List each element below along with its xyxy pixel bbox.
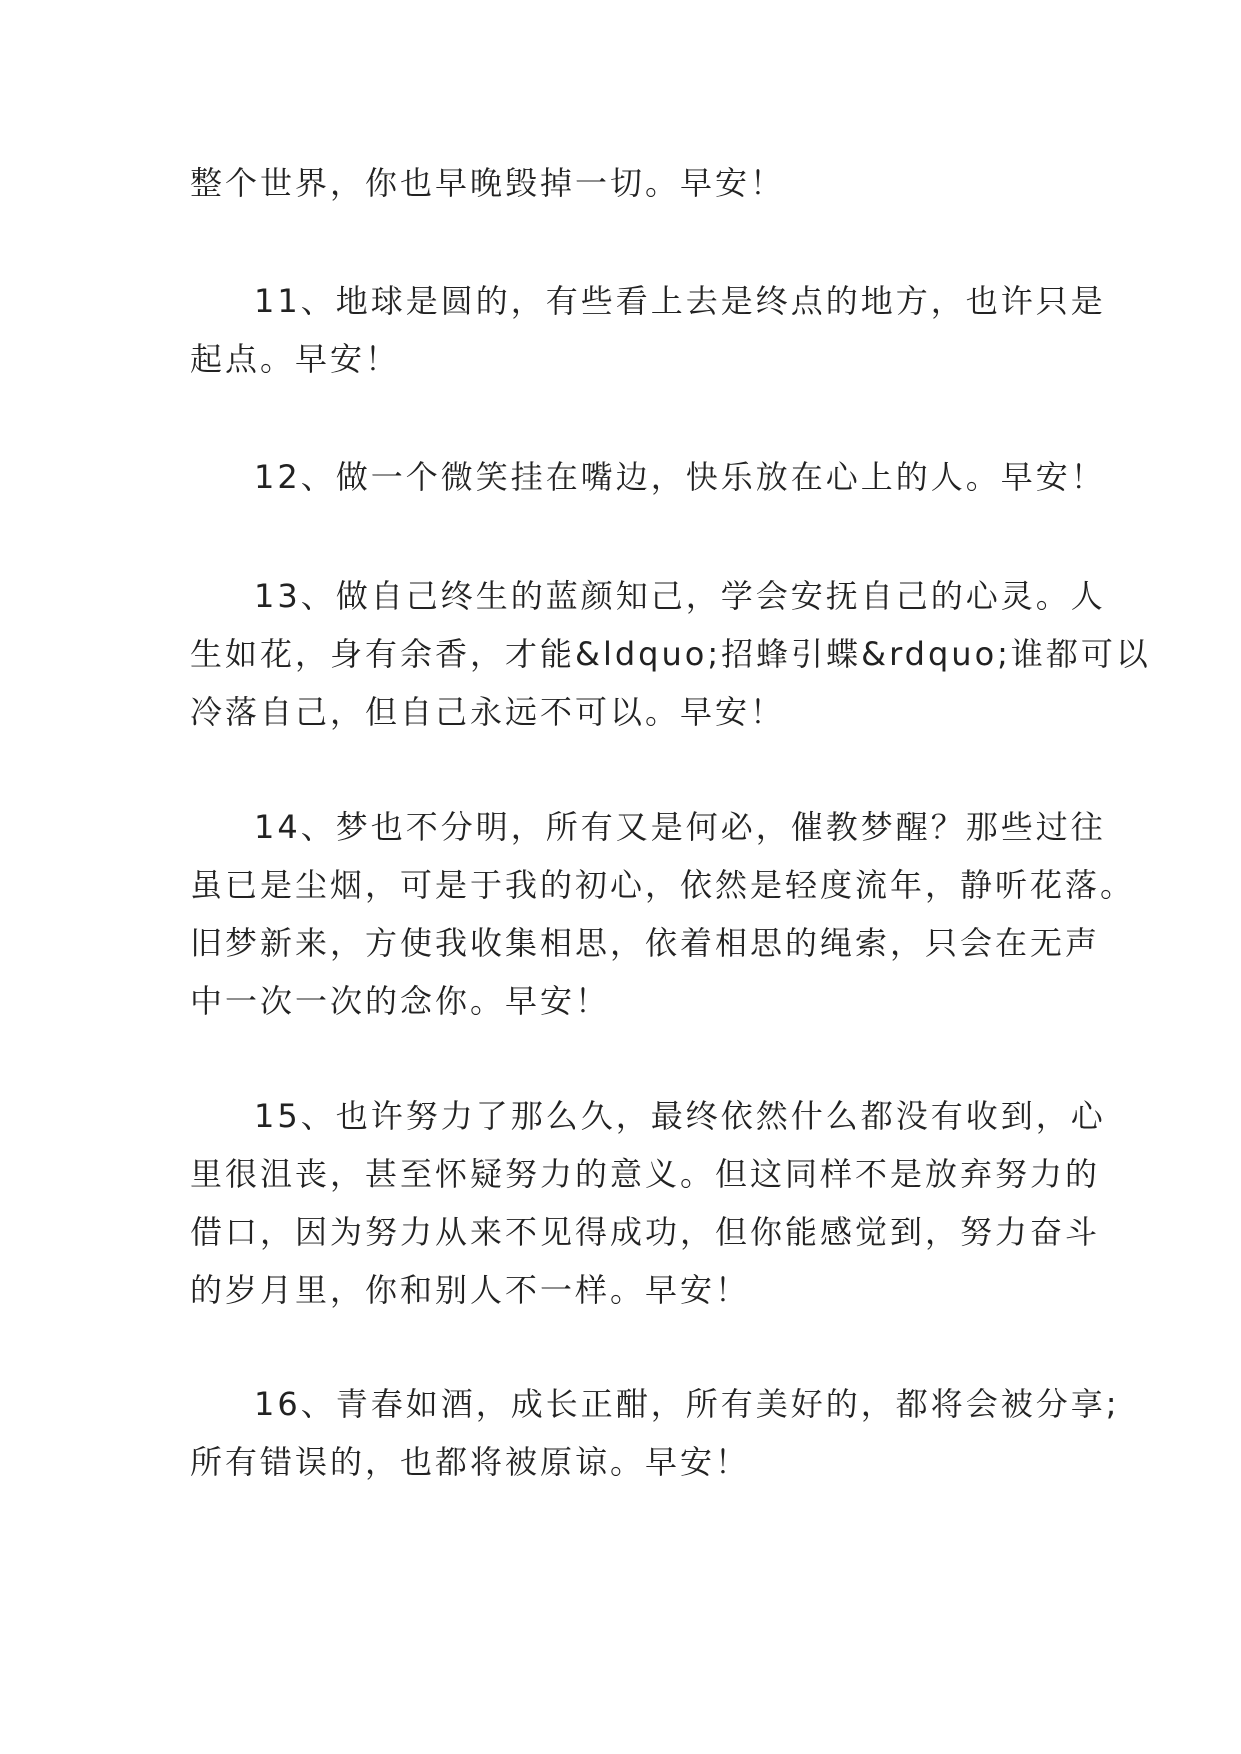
- paragraph-16: [190, 1375, 1120, 1491]
- paragraph-13: [190, 567, 1151, 741]
- paragraph-line: 里很沮丧，甚至怀疑努力的意义。但这同样不是放弃努力的: [190, 1155, 1101, 1193]
- paragraph-15: [190, 1087, 1106, 1319]
- paragraph-line: 12、做一个微笑挂在嘴边，快乐放在心上的人。早安！: [254, 458, 1106, 496]
- paragraph-line: 冷落自己，但自己永远不可以。早安！: [190, 693, 786, 731]
- paragraph-line: 14、梦也不分明，所有又是何必，催教梦醒？那些过往: [254, 808, 1106, 846]
- paragraph-line: 11、地球是圆的，有些看上去是终点的地方，也许只是: [254, 282, 1106, 320]
- paragraph-line: 生如花，身有余香，才能&ldquo;招蜂引蝶&rdquo;谁都可以: [190, 635, 1151, 673]
- paragraph-12: [190, 448, 1106, 506]
- paragraph-line: 起点。早安！: [190, 340, 401, 378]
- paragraph-line: 借口，因为努力从来不见得成功，但你能感觉到，努力奋斗: [190, 1213, 1101, 1251]
- paragraph-line: 15、也许努力了那么久，最终依然什么都没有收到，心: [254, 1097, 1106, 1135]
- paragraph-line: 所有错误的，也都将被原谅。早安！: [190, 1443, 751, 1481]
- paragraph-line: 13、做自己终生的蓝颜知己，学会安抚自己的心灵。人: [254, 577, 1106, 615]
- paragraph-line: 虽已是尘烟，可是于我的初心，依然是轻度流年，静听花落。: [190, 866, 1136, 904]
- paragraph-line: 整个世界，你也早晚毁掉一切。早安！: [190, 164, 786, 202]
- paragraph-14: [190, 798, 1136, 1030]
- paragraph-11: [190, 272, 1106, 388]
- paragraph-line: 旧梦新来，方使我收集相思，依着相思的绳索，只会在无声: [190, 924, 1101, 962]
- paragraph-line: 16、青春如酒，成长正酣，所有美好的，都将会被分享;: [254, 1385, 1120, 1423]
- paragraph-line: 中一次一次的念你。早安！: [190, 982, 611, 1020]
- paragraph-line: 的岁月里，你和别人不一样。早安！: [190, 1271, 751, 1309]
- paragraph-continuation: [190, 154, 1060, 212]
